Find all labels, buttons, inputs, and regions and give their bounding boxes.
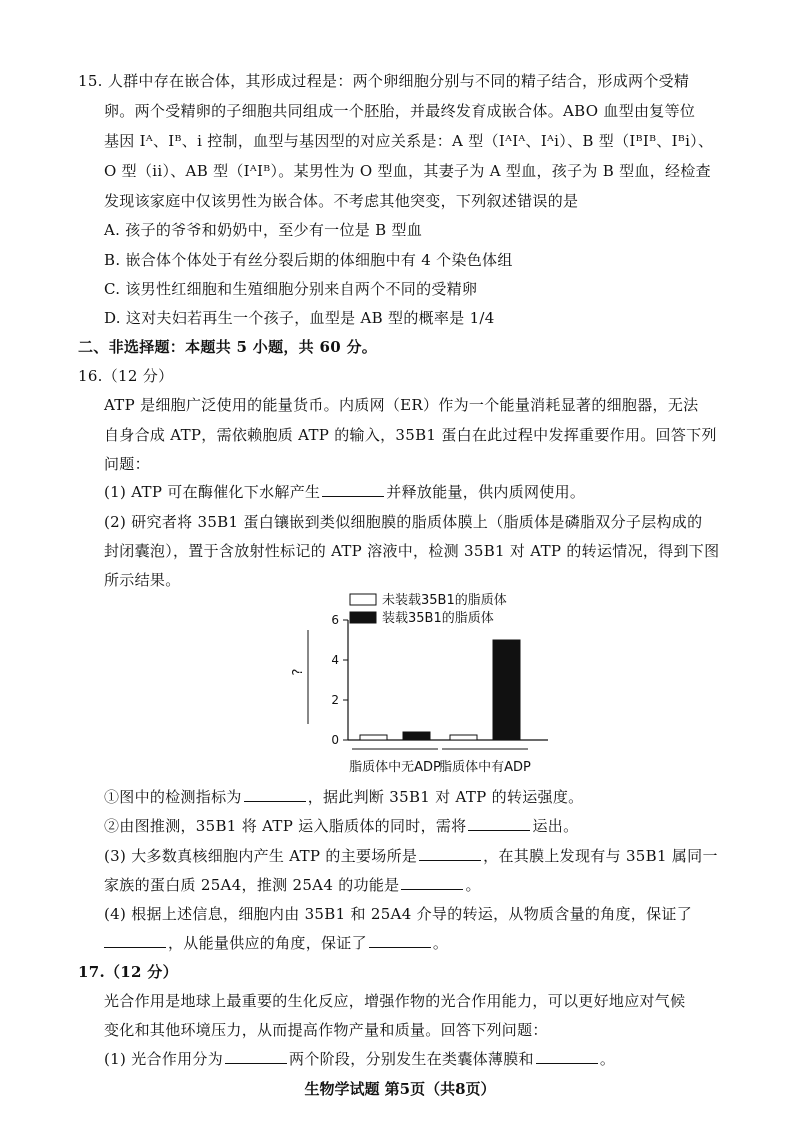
q16-part-3-text-c: 家族的蛋白质 25A4，推测 25A4 的功能是 [104,876,400,894]
q17-intro-1: 光合作用是地球上最重要的生化反应，增强作物的光合作用能力，可以更好地应对气候 [104,992,686,1010]
q15-option-d: D. 这对夫妇若再生一个孩子，血型是 AB 型的概率是 1/4 [104,309,495,327]
q15-line-4: O 型（ii）、AB 型（IᴬIᴮ）。某男性为 O 型血，其妻子为 A 型血，孩子为 B 型血，经检查 [104,162,711,180]
answer-blank [468,816,530,831]
answer-blank [401,875,463,890]
q16-part-2-sub-1 [104,786,583,808]
y-tick-label: 0 [331,733,339,747]
y-axis-label: ? [291,668,306,676]
q17-part-1 [104,1048,615,1070]
q16-sub-1-text-a: ①图中的检测指标为 [104,788,242,806]
q17-part-1-text-a: (1) 光合作用分为 [104,1050,224,1068]
legend-label: 未装载35B1的脂质体 [382,593,507,608]
q16-part-3-line-1 [104,845,718,867]
q16-part-4-line-1: (4) 根据上述信息，细胞内由 35B1 和 25A4 介导的转运，从物质含量的角度，保证了 [104,905,693,923]
q16-part-1-text-a: (1) ATP 可在酶催化下水解产生 [104,483,321,501]
q16-part-1 [104,481,585,503]
q16-part-3-line-2 [104,874,481,896]
legend-label: 装载35B1的脂质体 [382,611,494,626]
y-tick-label: 4 [331,653,339,667]
q16-part-2-sub-2 [104,815,578,837]
q16-sub-1-text-b: ，据此判断 35B1 对 ATP 的转运强度。 [307,788,584,806]
q16-intro-1: ATP 是细胞广泛使用的能量货币。内质网（ER）作为一个能量消耗显著的细胞器，无法 [104,396,699,414]
answer-blank [369,933,431,948]
q16-header: 16.（12 分） [78,367,174,385]
q16-intro-3: 问题： [104,455,150,473]
q16-sub-2-text-a: ②由图推测，35B1 将 ATP 运入脂质体的同时，需将 [104,817,467,835]
y-tick-label: 6 [331,613,339,627]
q16-part-2-line-2: 封闭囊泡），置于含放射性标记的 ATP 溶液中，检测 35B1 对 ATP 的转运情况，得到下图 [104,542,720,560]
q17-intro-2: 变化和其他环境压力，从而提高作物产量和质量。回答下列问题： [104,1021,548,1039]
q15-line-2: 卵。两个受精卵的子细胞共同组成一个胚胎，并最终发育成嵌合体。ABO 血型由复等位 [104,102,696,120]
q15-option-c: C. 该男性红细胞和生殖细胞分别来自两个不同的受精卵 [104,280,478,298]
q16-part-4-text-c: 。 [432,934,449,952]
bar [403,732,430,740]
q17-header: 17.（12 分） [78,963,178,981]
q16-part-3-text-b: ，在其膜上发现有与 35B1 属同一 [483,847,718,865]
q15-option-a: A. 孩子的爷爷和奶奶中，至少有一位是 B 型血 [104,221,423,239]
q16-part-2-line-3: 所示结果。 [104,571,181,589]
q16-sub-2-text-b: 运出。 [532,817,579,835]
answer-blank [244,787,306,802]
answer-blank [225,1049,287,1064]
legend-swatch [350,594,376,605]
q17-part-1-text-b: 两个阶段，分别发生在类囊体薄膜和 [289,1050,534,1068]
x-category-label: 脂质体中无ADP [349,760,441,775]
bar [493,640,520,740]
bar [450,735,477,740]
answer-blank [104,933,166,948]
q16-part-4-line-2 [104,932,448,954]
answer-blank [419,846,481,861]
q15-line-5: 发现该家庭中仅该男性为嵌合体。不考虑其他突变，下列叙述错误的是 [104,192,579,210]
answer-blank [536,1049,598,1064]
q16-part-2-line-1: (2) 研究者将 35B1 蛋白镶嵌到类似细胞膜的脂质体膜上（脂质体是磷脂双分子层构成的 [104,513,703,531]
section-2-title: 二、非选择题：本题共 5 小题，共 60 分。 [78,338,378,356]
bar [360,735,387,740]
q16-part-3-text-a: (3) 大多数真核细胞内产生 ATP 的主要场所是 [104,847,418,865]
q16-part-4-text-b: ，从能量供应的角度，保证了 [168,934,367,952]
answer-blank [322,482,384,497]
legend-swatch [350,612,376,623]
q17-part-1-text-c: 。 [599,1050,616,1068]
q15-line-3: 基因 Iᴬ、Iᴮ、i 控制，血型与基因型的对应关系是：A 型（IᴬIᴬ、Iᴬi）、B 型（IᴮIᴮ、Iᴮi）、 [104,132,714,150]
q15-line-1: 15. 人群中存在嵌合体，其形成过程是：两个卵细胞分别与不同的精子结合，形成两个受精 [78,72,690,90]
x-category-label: 脂质体中有ADP [439,760,531,775]
page-footer: 生物学试题 第5页（共8页） [304,1080,496,1098]
q16-intro-2: 自身合成 ATP，需依赖胞质 ATP 的输入，35B1 蛋白在此过程中发挥重要作用。回答下列 [104,426,717,444]
q15-option-b: B. 嵌合体个体处于有丝分裂后期的体细胞中有 4 个染色体组 [104,251,513,269]
atp-transport-bar-chart [280,588,570,778]
q16-part-1-text-b: 并释放能量，供内质网使用。 [386,483,586,501]
q16-part-3-text-d: 。 [465,876,481,894]
y-tick-label: 2 [331,693,339,707]
